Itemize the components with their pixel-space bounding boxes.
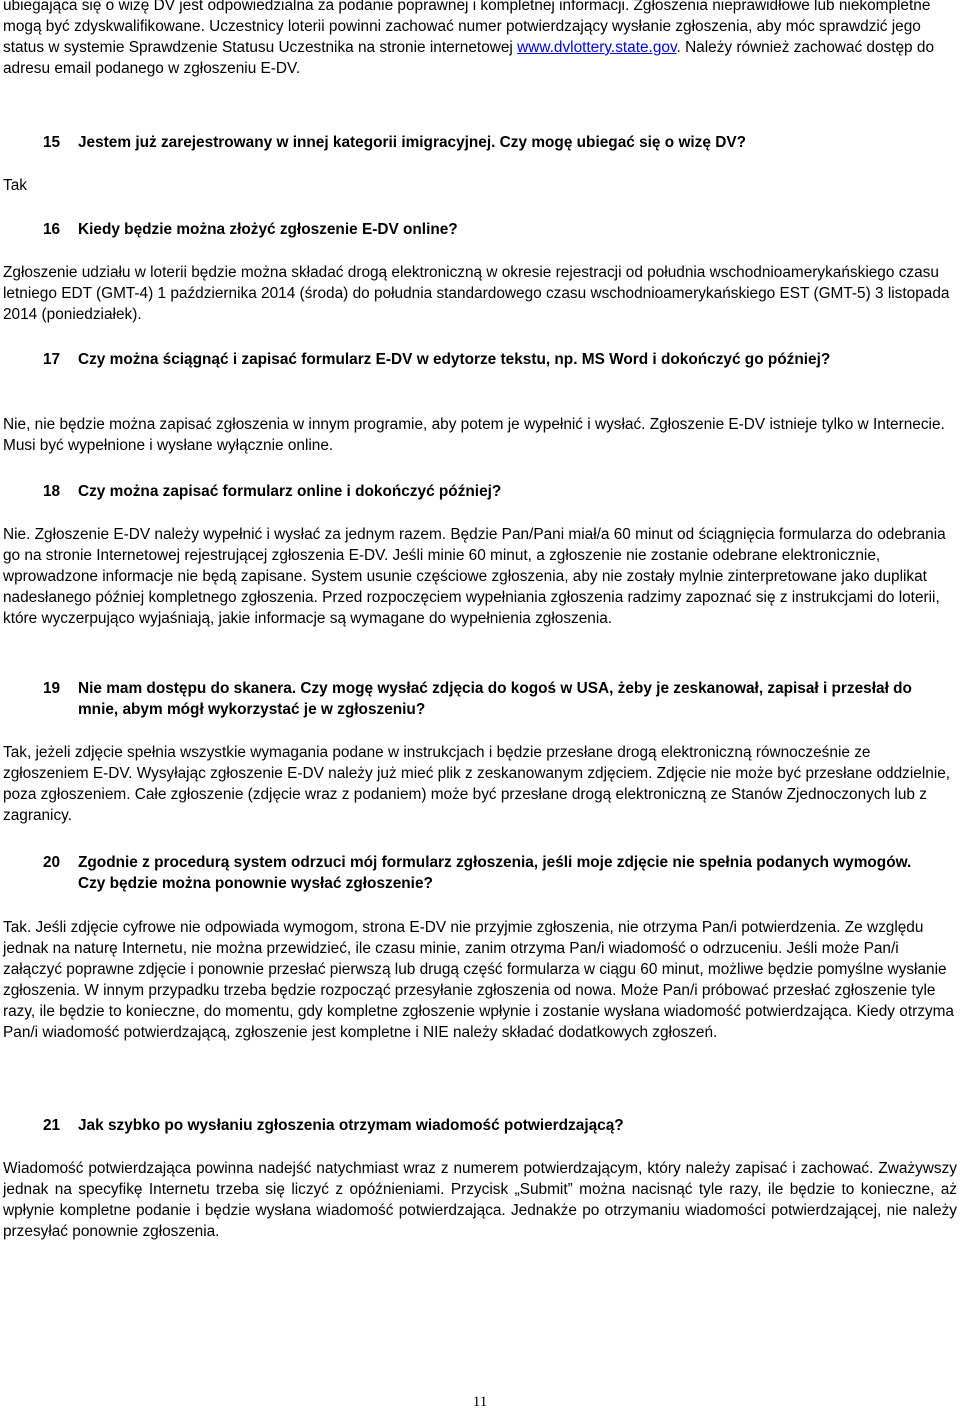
answer-20: Tak. Jeśli zdjęcie cyfrowe nie odpowiada wymogom, strona E-DV nie przyjmie zgłoszenia, nie otrzyma Pan/i potwierdzenia. Ze względu jednak na naturę Internetu, nie można przewidzieć, ile czasu minie, zanim otrzyma Pan/i wiadomość o odrzuceniu. Jeśli może Pan/i załączyć poprawne zdjęcie i ponownie przesłać pierwszą lub drugą część formularza w ciągu 60 minut, możliwe będzie pomyślne wysłanie zgłoszenia. W innym przypadku trzeba będzie rozpocząć przesyłanie zgłoszenia od nowa. Może Pan/i próbować przesłać zgłoszenie tyle razy, ile będzie to konieczne, do momentu, gdy kompletne zgłoszenie wpłynie i zostanie wysłana wiadomość potwierdzająca. Kiedy otrzyma Pan/i wiadomość potwierdzającą, zgłoszenie jest kompletne i NIE należy składać dodatkowych zgłoszeń.: [3, 919, 954, 1041]
question-20: [43, 852, 933, 894]
question-number: 17: [43, 351, 61, 368]
question-19: [43, 678, 933, 720]
intro-text-b: . Należy również zachować dostęp do adresu email podanego w zgłoszeniu E-DV.: [3, 39, 935, 77]
question-text: Jak szybko po wysłaniu zgłoszenia otrzymam wiadomość potwierdzającą?: [78, 1117, 624, 1134]
intro-text: [3, 0, 957, 79]
question-number: 16: [43, 221, 61, 238]
question-number: 15: [43, 134, 61, 151]
intro-text-a: ubiegająca się o wizę DV jest odpowiedzialna za podanie poprawnej i kompletnej informacji. Zgłoszenia nieprawidłowe lub niekompletne mogą być zdyskwalifikowane. Uczestnicy loterii powinni zachować numer potwierdzający wysłanie zgłoszenia, aby móc sprawdzić jego status w systemie Sprawdzenie Statusu Uczestnika na stronie internetowej: [3, 0, 931, 56]
question-number: 18: [43, 483, 61, 500]
question-21: [43, 1115, 933, 1136]
answer-21: Wiadomość potwierdzająca powinna nadejść natychmiast wraz z numerem potwierdzającym, który należy zapisać i zachować. Zważywszy jednak na specyfikę Internetu trzeba się liczyć z opóźnieniami. Przycisk „Submit” można nacisnąć tyle razy, ile będzie to konieczne, aż wpłynie kompletne podanie i będzie wysłana wiadomość potwierdzająca. Jednakże po otrzymaniu wiadomości potwierdzającej, nie należy przesyłać ponownie zgłoszenia.: [3, 1160, 957, 1240]
question-18: [43, 481, 933, 502]
question-text: Czy można ściągnąć i zapisać formularz E-DV w edytorze tekstu, np. MS Word i dokończyć go później?: [78, 351, 831, 368]
question-number: 21: [43, 1117, 61, 1134]
question-text: Nie mam dostępu do skanera. Czy mogę wysłać zdjęcia do kogoś w USA, żeby je zeskanował, zapisał i przesłał do mnie, abym mógł wykorzystać je w zgłoszeniu?: [78, 680, 912, 718]
answer-18: Nie. Zgłoszenie E-DV należy wypełnić i wysłać za jednym razem. Będzie Pan/Pani miał/a 60 minut od ściągnięcia formularza do odebrania go na stronie Internetowej rejestrującej zgłoszenia E-DV. Jeśli minie 60 minut, a zgłoszenie nie zostanie odebrane elektronicznie, wprowadzone informacje nie będą zapisane. System usunie częściowe zgłoszenia, aby nie zostały mylnie zinterpretowane jako duplikat nadesłanego później kompletnego zgłoszenia. Przed rozpoczęciem wypełniania zgłoszenia radzimy zapoznać się z instrukcjami do loterii, które wyczerpująco wyjaśniają, jakie informacje są wymagane do wypełnienia zgłoszenia.: [3, 526, 946, 627]
answer-16: Zgłoszenie udziału w loterii będzie można składać drogą elektroniczną w okresie rejestracji od południa wschodnioamerykańskiego czasu letniego EDT (GMT-4) 1 października 2014 (środa) do południa standardowego czasu wschodnioamerykańskiego EST (GMT-5) 3 listopada 2014 (poniedziałek).: [3, 264, 950, 323]
intro-paragraph: [3, 0, 957, 79]
question-16: [43, 219, 933, 240]
answer-17: Nie, nie będzie można zapisać zgłoszenia w innym programie, aby potem je wypełnić i wysłać. Zgłoszenie E-DV istnieje tylko w Internecie. Musi być wypełnione i wysłane wyłącznie online.: [3, 416, 945, 454]
dvlottery-link[interactable]: www.dvlottery.state.gov: [517, 39, 677, 56]
answer-19: Tak, jeżeli zdjęcie spełnia wszystkie wymagania podane w instrukcjach i będzie przesłane drogą elektroniczną równocześnie ze zgłoszeniem E-DV. Wysyłając zgłoszenie E-DV należy już mieć plik z zeskanowanym zdjęciem. Zdjęcie nie może być przesłane oddzielnie, poza zgłoszeniem. Całe zgłoszenie (zdjęcie wraz z podaniem) może być przesłane drogą elektroniczną ze Stanów Zjednoczonych lub z zagranicy.: [3, 744, 951, 824]
question-number: 20: [43, 854, 61, 871]
question-text: Kiedy będzie można złożyć zgłoszenie E-DV online?: [78, 221, 458, 238]
question-text: Czy można zapisać formularz online i dokończyć później?: [78, 483, 502, 500]
question-text: Jestem już zarejestrowany w innej kategorii imigracyjnej. Czy mogę ubiegać się o wizę DV?: [78, 134, 746, 151]
question-number: 19: [43, 680, 61, 697]
question-15: [43, 132, 933, 153]
question-text: Zgodnie z procedurą system odrzuci mój formularz zgłoszenia, jeśli moje zdjęcie nie spełnia podanych wymogów. Czy będzie można ponownie wysłać zgłoszenie?: [78, 854, 912, 892]
page-number: 11: [472, 1394, 488, 1410]
question-17: [43, 349, 933, 370]
answer-15: Tak: [3, 177, 27, 194]
